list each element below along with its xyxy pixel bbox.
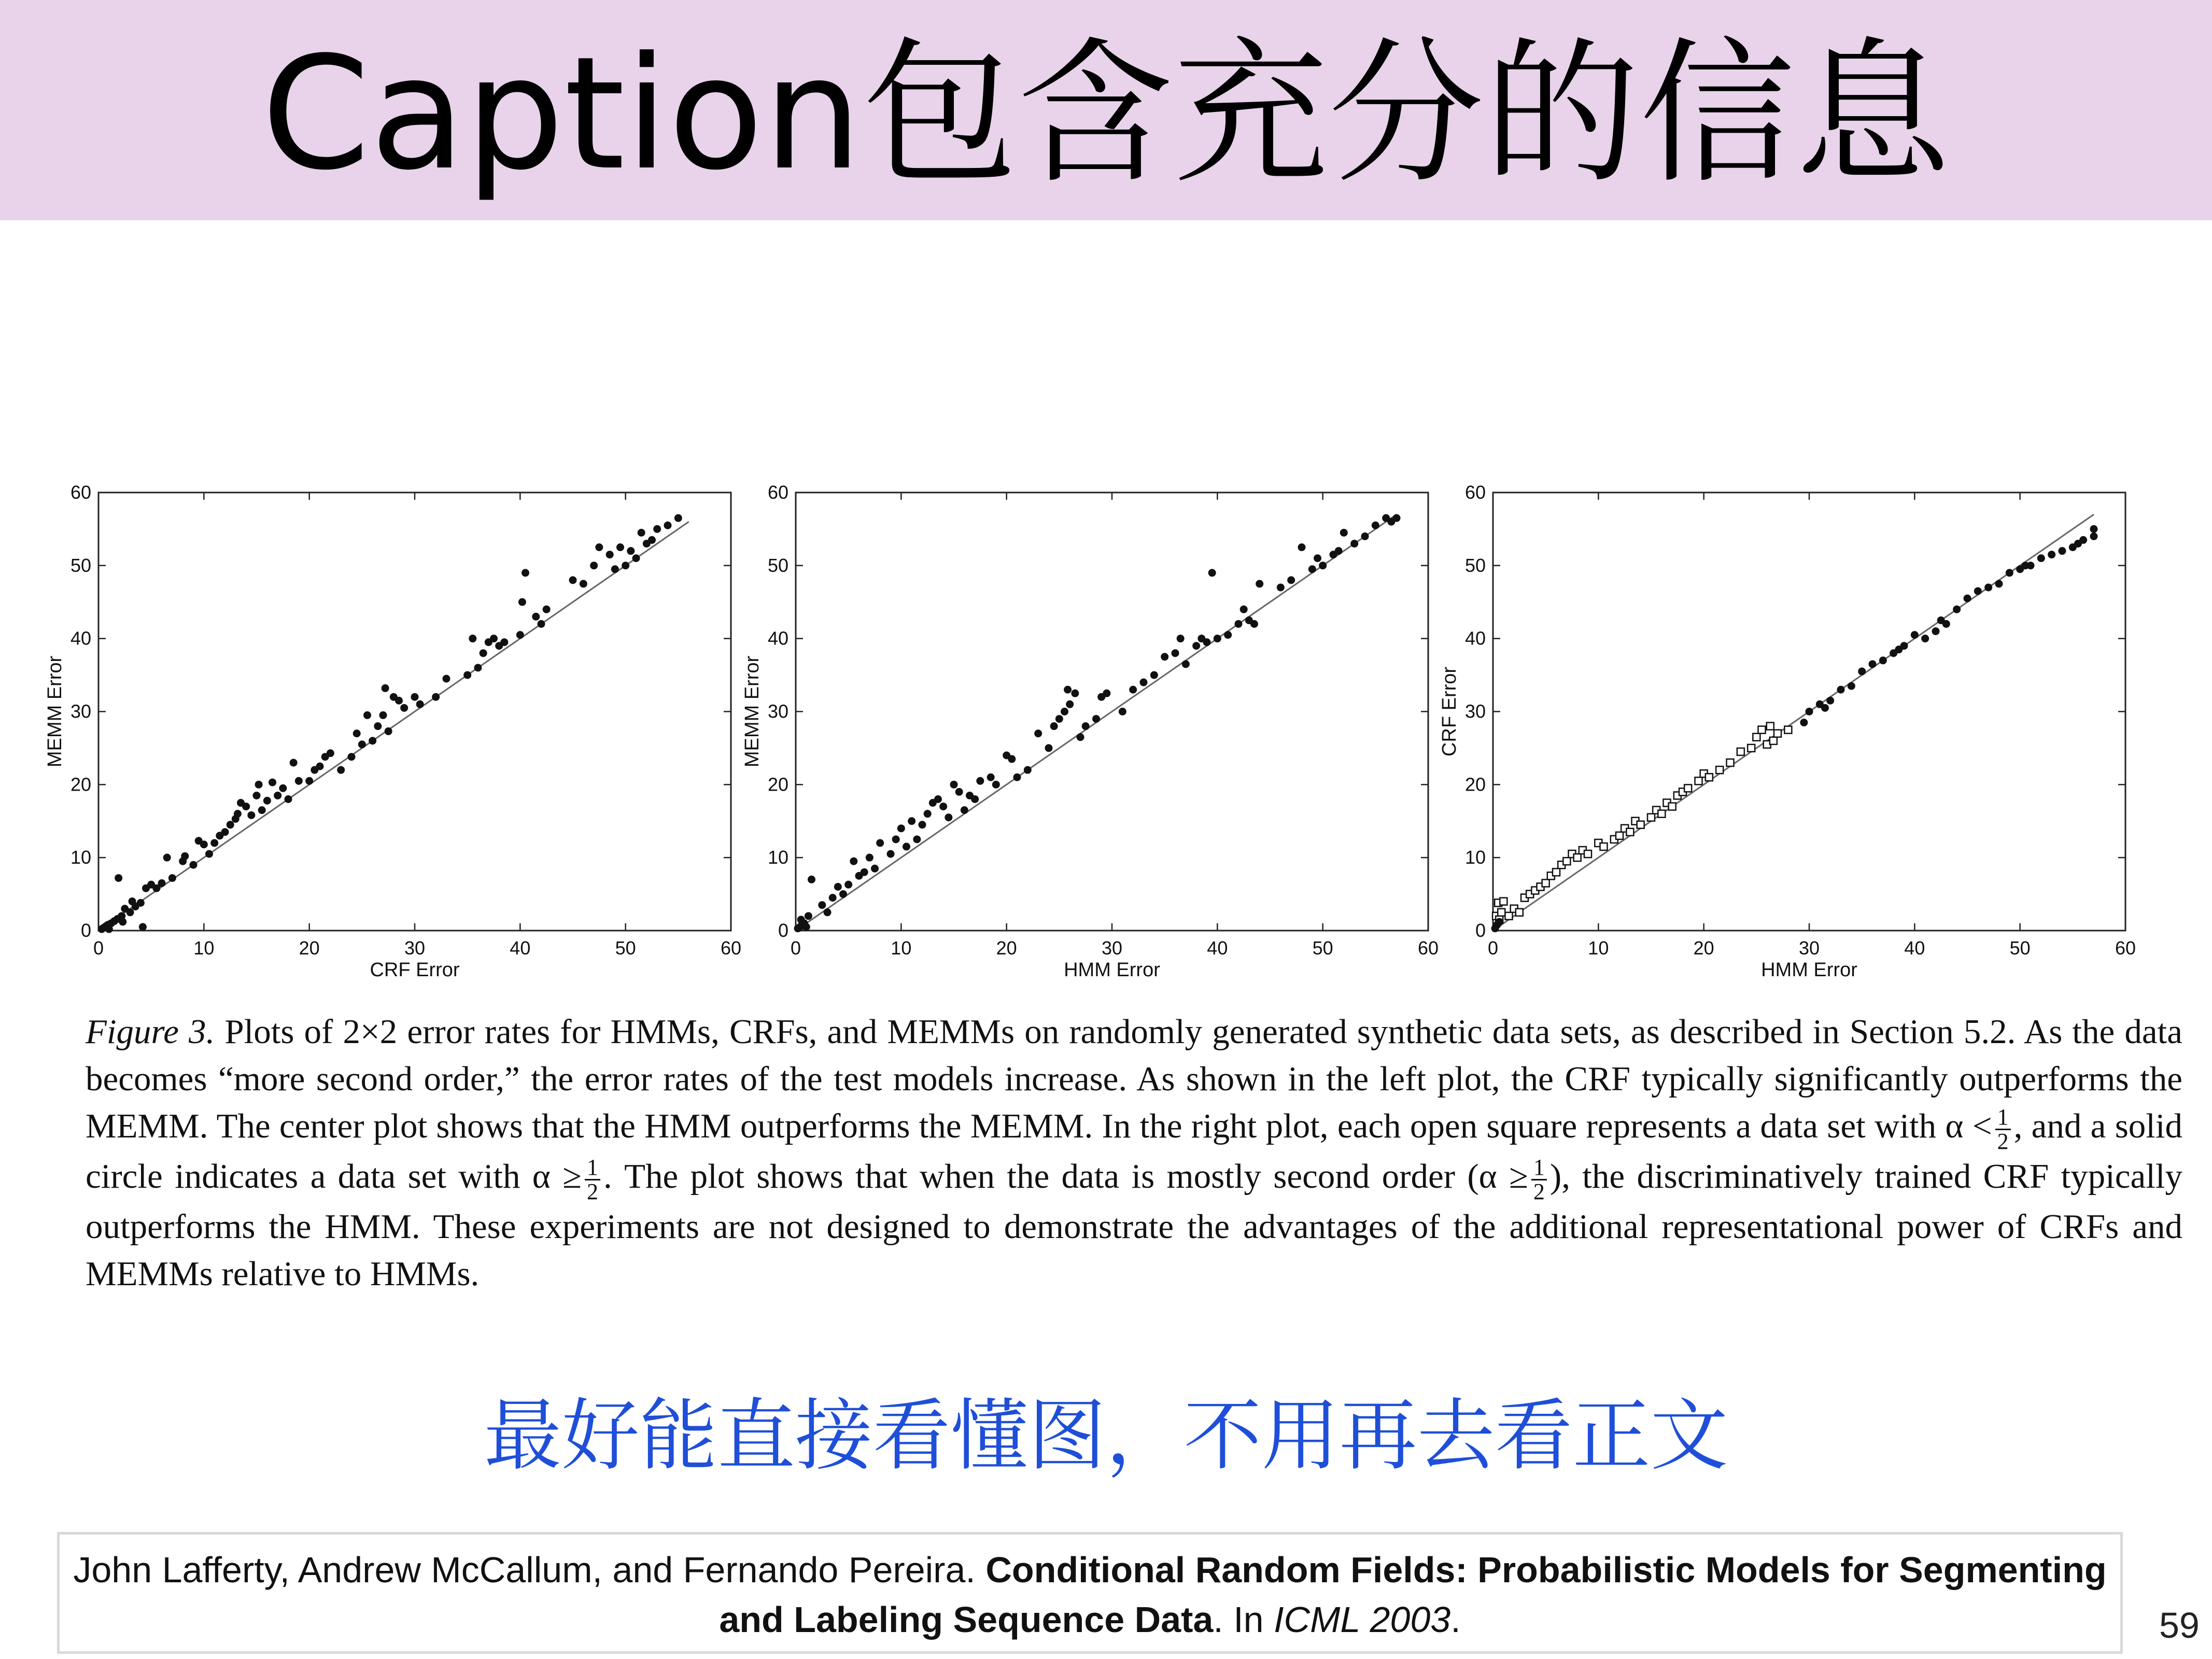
- citation-in: . In: [1213, 1599, 1274, 1640]
- data-point-circle: [538, 620, 545, 628]
- y-tick-label: 0: [80, 920, 91, 941]
- data-point-circle: [327, 749, 334, 757]
- data-point-circle: [137, 899, 145, 907]
- y-tick-label: 0: [1475, 920, 1486, 941]
- data-point-circle: [1298, 543, 1306, 551]
- data-point-circle: [606, 551, 614, 558]
- data-point-circle: [829, 894, 837, 902]
- data-point-circle: [1848, 682, 1855, 690]
- y-tick-label: 20: [70, 774, 91, 795]
- data-point-circle: [1129, 686, 1137, 694]
- y-tick-label: 50: [70, 554, 91, 576]
- y-tick-label: 0: [778, 920, 788, 941]
- data-point-circle: [1340, 529, 1348, 537]
- y-tick-label: 50: [1464, 554, 1486, 576]
- caption-fraction-2: [585, 1156, 600, 1203]
- data-point-circle: [305, 777, 313, 785]
- data-point-circle: [469, 635, 476, 642]
- data-point-circle: [382, 684, 389, 692]
- data-point-circle: [253, 792, 261, 799]
- data-point-circle: [1932, 627, 1940, 635]
- data-point-circle: [1995, 580, 2003, 588]
- data-point-circle: [316, 763, 324, 770]
- data-point-square: [1505, 912, 1513, 920]
- fraction-denominator: 2: [1997, 1129, 2009, 1155]
- y-axis-label: MEMM Error: [44, 655, 66, 768]
- x-axis-label: CRF Error: [370, 959, 460, 981]
- data-point-circle: [1250, 620, 1258, 628]
- data-point-circle: [210, 839, 218, 847]
- data-point-circle: [569, 577, 577, 584]
- data-point-circle: [1984, 584, 1992, 592]
- data-point-square: [1684, 784, 1692, 792]
- data-point-square: [1767, 723, 1774, 730]
- data-point-circle: [200, 840, 208, 848]
- data-point-circle: [924, 810, 932, 818]
- data-point-circle: [866, 854, 873, 862]
- y-tick-label: 60: [1464, 482, 1486, 503]
- data-point-circle: [1314, 554, 1321, 562]
- data-point-circle: [1182, 660, 1190, 668]
- data-point-circle: [295, 777, 303, 785]
- data-point-square: [1637, 821, 1644, 828]
- data-point-circle: [1161, 653, 1168, 660]
- data-point-circle: [1013, 774, 1021, 781]
- x-tick-label: 30: [404, 937, 426, 959]
- data-point-circle: [285, 795, 292, 803]
- data-point-circle: [653, 525, 661, 533]
- data-point-circle: [1911, 631, 1919, 639]
- caption-text-part2: , and a solid circle indicates a data set with α ≥: [86, 1107, 2183, 1196]
- data-point-circle: [2006, 569, 2013, 577]
- data-point-circle: [1192, 642, 1200, 650]
- data-point-circle: [516, 631, 524, 639]
- citation-venue: ICML 2003: [1274, 1599, 1451, 1640]
- data-point-square: [1695, 777, 1702, 784]
- data-point-circle: [1050, 722, 1058, 730]
- data-point-square: [1753, 734, 1760, 741]
- x-tick-label: 50: [615, 937, 636, 959]
- x-tick-label: 0: [93, 937, 104, 959]
- data-point-circle: [632, 554, 640, 562]
- figure-caption: [86, 1008, 2182, 1298]
- data-point-circle: [221, 828, 229, 836]
- data-point-circle: [627, 547, 635, 555]
- data-point-circle: [2079, 536, 2087, 544]
- y-tick-label: 30: [767, 700, 788, 722]
- data-point-circle: [400, 704, 408, 712]
- data-point-circle: [385, 727, 392, 735]
- data-point-circle: [1256, 580, 1263, 588]
- page-number: 59: [2159, 1605, 2200, 1646]
- x-tick-label: 60: [2115, 937, 2136, 959]
- data-point-circle: [1869, 660, 1877, 668]
- citation-title: Conditional Random Fields: Probabilistic Models for Segmenting and Labeling Sequence Data: [719, 1550, 2107, 1640]
- data-point-circle: [416, 700, 424, 708]
- data-point-circle: [1308, 565, 1316, 573]
- y-tick-label: 10: [70, 847, 91, 868]
- data-point-circle: [500, 638, 508, 646]
- data-point-circle: [1177, 635, 1185, 642]
- data-point-circle: [805, 912, 812, 920]
- data-point-circle: [987, 774, 995, 781]
- data-point-square: [1669, 803, 1676, 810]
- data-point-circle: [971, 795, 979, 803]
- data-point-circle: [379, 711, 387, 719]
- y-axis-label: MEMM Error: [741, 655, 763, 768]
- data-point-circle: [1077, 733, 1084, 741]
- x-axis-label: HMM Error: [1761, 959, 1857, 981]
- data-point-circle: [590, 561, 598, 569]
- title-band: [0, 0, 2212, 220]
- data-point-circle: [802, 923, 810, 931]
- data-point-circle: [808, 876, 815, 883]
- data-point-square: [1500, 898, 1507, 905]
- data-point-circle: [1496, 918, 1503, 926]
- data-point-square: [1727, 759, 1734, 766]
- data-point-circle: [1008, 755, 1016, 763]
- x-tick-label: 20: [996, 937, 1017, 959]
- scatter-plot-1: [44, 482, 741, 981]
- x-tick-label: 50: [1312, 937, 1333, 959]
- x-tick-label: 60: [1417, 937, 1439, 959]
- data-point-circle: [337, 766, 345, 774]
- data-point-circle: [1045, 744, 1053, 752]
- data-point-square: [1758, 726, 1766, 734]
- data-point-circle: [1082, 722, 1090, 730]
- y-tick-label: 20: [1464, 774, 1486, 795]
- data-point-square: [1542, 879, 1549, 887]
- x-tick-label: 30: [1101, 937, 1123, 959]
- data-point-circle: [105, 925, 113, 933]
- data-point-square: [1574, 854, 1581, 861]
- data-point-circle: [1964, 595, 1971, 602]
- data-point-circle: [903, 843, 910, 851]
- data-point-circle: [892, 835, 900, 843]
- caption-figure-label: Figure 3.: [86, 1013, 215, 1051]
- data-point-circle: [411, 693, 419, 701]
- data-point-square: [1784, 726, 1792, 734]
- caption-fraction-3: [1531, 1156, 1547, 1203]
- data-point-circle: [463, 671, 471, 679]
- data-point-circle: [961, 806, 968, 814]
- data-point-circle: [395, 697, 403, 705]
- data-point-circle: [1900, 642, 1908, 650]
- citation-authors: John Lafferty, Andrew McCallum, and Fernando Pereira.: [73, 1550, 986, 1590]
- data-point-circle: [1140, 679, 1148, 686]
- data-point-circle: [1240, 606, 1248, 613]
- data-point-circle: [674, 514, 682, 522]
- data-point-square: [1770, 737, 1777, 744]
- data-point-circle: [1277, 584, 1285, 592]
- x-tick-label: 20: [1693, 937, 1714, 959]
- data-point-circle: [1235, 620, 1243, 628]
- data-point-circle: [168, 874, 176, 882]
- data-point-circle: [1119, 708, 1126, 715]
- data-point-circle: [913, 835, 921, 843]
- data-point-circle: [797, 916, 805, 923]
- x-tick-label: 0: [1487, 937, 1499, 959]
- data-point-circle: [1393, 514, 1401, 522]
- data-point-square: [1626, 828, 1633, 836]
- data-point-circle: [1150, 671, 1158, 679]
- slide-subtitle: 最好能直接看懂图，不用再去看正文: [484, 1391, 1728, 1481]
- data-point-circle: [1034, 729, 1042, 737]
- data-point-circle: [269, 779, 276, 786]
- data-point-circle: [2027, 561, 2035, 569]
- data-point-circle: [443, 675, 450, 683]
- x-tick-label: 10: [891, 937, 912, 959]
- data-point-circle: [119, 918, 126, 926]
- data-point-circle: [1066, 700, 1074, 708]
- caption-text-part1: Plots of 2×2 error rates for HMMs, CRFs, and MEMMs on randomly generated synthetic data sets, as described in Section 5.2. As the data becomes “more second order,” the error rates of the test models increase. As shown in the left plot, the CRF typically significantly outperforms the MEMM. The center plot shows that the HMM outperforms the MEMM. In the right plot, each open square represents a data set with α <: [86, 1013, 2182, 1145]
- data-point-circle: [1350, 540, 1358, 547]
- x-tick-label: 50: [2009, 937, 2031, 959]
- data-point-circle: [1800, 719, 1808, 726]
- y-tick-label: 50: [767, 554, 788, 576]
- y-tick-label: 60: [767, 482, 788, 503]
- x-tick-label: 40: [1904, 937, 1925, 959]
- data-point-circle: [2090, 532, 2098, 540]
- data-point-circle: [638, 529, 645, 537]
- citation-end: .: [1450, 1599, 1461, 1640]
- data-point-circle: [115, 874, 122, 882]
- y-tick-label: 10: [767, 847, 788, 868]
- data-point-circle: [522, 569, 529, 577]
- data-point-square: [1616, 832, 1623, 839]
- data-point-circle: [518, 598, 526, 606]
- data-point-circle: [1858, 668, 1866, 676]
- data-point-circle: [1837, 686, 1845, 694]
- data-point-circle: [664, 522, 672, 529]
- data-point-circle: [955, 788, 963, 796]
- data-point-circle: [844, 881, 852, 889]
- x-tick-label: 10: [193, 937, 215, 959]
- data-point-circle: [897, 824, 905, 832]
- data-point-square: [1584, 850, 1591, 857]
- data-point-circle: [622, 561, 629, 569]
- data-point-circle: [358, 740, 366, 748]
- data-point-circle: [616, 543, 624, 551]
- data-point-circle: [205, 850, 213, 858]
- data-point-circle: [934, 795, 942, 803]
- y-axis-label: CRF Error: [1439, 666, 1460, 757]
- data-point-circle: [1942, 620, 1950, 628]
- fraction-numerator: 1: [1995, 1106, 2011, 1130]
- data-point-circle: [1203, 638, 1211, 646]
- data-point-circle: [532, 613, 540, 621]
- data-point-circle: [950, 781, 958, 789]
- caption-text-part3: . The plot shows that when the data is mostly second order (α ≥: [603, 1157, 1528, 1196]
- data-point-circle: [234, 810, 242, 818]
- data-point-circle: [1071, 690, 1079, 697]
- data-point-circle: [263, 797, 271, 805]
- data-point-circle: [2048, 551, 2055, 558]
- fraction-numerator: 1: [1531, 1156, 1547, 1180]
- x-tick-label: 0: [790, 937, 801, 959]
- data-point-circle: [976, 777, 984, 785]
- data-point-circle: [247, 811, 255, 819]
- y-tick-label: 40: [767, 627, 788, 649]
- data-point-circle: [580, 580, 587, 588]
- y-tick-label: 20: [767, 774, 788, 795]
- fraction-denominator: 2: [587, 1179, 599, 1205]
- data-point-circle: [1826, 697, 1834, 705]
- data-point-circle: [1103, 690, 1110, 697]
- data-point-square: [1563, 857, 1570, 865]
- data-point-circle: [543, 606, 551, 613]
- data-point-square: [1600, 843, 1608, 850]
- data-point-circle: [834, 883, 842, 891]
- caption-fraction-1: [1995, 1106, 2011, 1153]
- y-tick-label: 40: [1464, 627, 1486, 649]
- data-point-circle: [348, 753, 356, 761]
- data-point-circle: [274, 792, 281, 799]
- data-point-circle: [126, 908, 134, 916]
- data-point-circle: [363, 711, 371, 719]
- x-tick-label: 40: [510, 937, 531, 959]
- data-point-circle: [1921, 635, 1929, 642]
- x-tick-label: 60: [720, 937, 742, 959]
- data-point-circle: [258, 806, 266, 814]
- data-point-square: [1516, 909, 1523, 916]
- x-axis-label: HMM Error: [1064, 959, 1160, 981]
- data-point-circle: [1821, 704, 1829, 712]
- data-point-square: [1498, 909, 1505, 916]
- data-point-circle: [861, 868, 868, 876]
- data-point-circle: [1287, 577, 1295, 584]
- y-tick-label: 30: [1464, 700, 1486, 722]
- data-point-square: [1737, 748, 1744, 755]
- data-point-square: [1774, 730, 1781, 737]
- data-point-circle: [939, 803, 947, 810]
- data-point-circle: [945, 813, 952, 821]
- y-tick-label: 10: [1464, 847, 1486, 868]
- data-point-circle: [1172, 649, 1179, 657]
- data-point-circle: [158, 879, 166, 887]
- data-point-circle: [1092, 715, 1100, 723]
- data-point-circle: [432, 693, 440, 701]
- data-point-circle: [480, 649, 487, 657]
- data-point-square: [1748, 744, 1755, 752]
- data-point-square: [1706, 774, 1713, 781]
- x-tick-label: 10: [1588, 937, 1609, 959]
- data-point-circle: [818, 901, 826, 909]
- scatter-plot-3: [1439, 482, 2136, 981]
- data-point-circle: [255, 781, 263, 789]
- data-point-circle: [353, 729, 361, 737]
- data-point-circle: [227, 821, 234, 828]
- scatter-plots-figure: [0, 467, 2212, 985]
- data-point-circle: [242, 803, 250, 810]
- data-point-circle: [871, 865, 879, 873]
- data-point-circle: [887, 850, 895, 858]
- y-tick-label: 60: [70, 482, 91, 503]
- data-point-circle: [908, 817, 915, 825]
- fraction-denominator: 2: [1533, 1179, 1545, 1205]
- data-point-circle: [1208, 569, 1216, 577]
- data-point-circle: [279, 784, 287, 792]
- slide-title: Caption包含充分的信息: [261, 23, 1951, 204]
- data-point-circle: [1224, 631, 1232, 639]
- data-point-circle: [611, 565, 619, 573]
- data-point-circle: [374, 722, 382, 730]
- citation-box: [57, 1532, 2123, 1654]
- data-point-circle: [1055, 715, 1063, 723]
- caption-text-part4: ), the discriminatively trained CRF typically outperforms the HMM. These experiments are not designed to demonstrate the advantages of the additional representational power of CRFs and MEMMs relative to HMMs.: [86, 1157, 2183, 1294]
- data-point-circle: [369, 737, 376, 744]
- data-point-circle: [290, 759, 298, 767]
- data-point-circle: [1024, 766, 1032, 774]
- data-point-circle: [1974, 587, 1982, 595]
- x-tick-label: 20: [299, 937, 320, 959]
- data-point-circle: [850, 857, 857, 865]
- data-point-circle: [1214, 635, 1221, 642]
- data-point-circle: [595, 543, 603, 551]
- data-point-square: [1553, 868, 1560, 876]
- data-point-circle: [190, 861, 198, 869]
- data-point-circle: [163, 854, 171, 862]
- data-point-circle: [1361, 532, 1369, 540]
- data-point-square: [1658, 810, 1665, 818]
- data-point-circle: [2090, 525, 2098, 533]
- data-point-circle: [876, 839, 884, 847]
- data-point-circle: [839, 890, 847, 898]
- data-point-circle: [1335, 547, 1343, 555]
- x-tick-label: 30: [1798, 937, 1820, 959]
- data-point-circle: [648, 536, 656, 544]
- data-point-circle: [181, 852, 189, 860]
- y-tick-label: 30: [70, 700, 91, 722]
- data-point-circle: [1064, 686, 1072, 694]
- data-point-circle: [1319, 561, 1327, 569]
- data-point-circle: [1879, 656, 1887, 664]
- y-tick-label: 40: [70, 627, 91, 649]
- data-point-circle: [2037, 554, 2045, 562]
- data-point-circle: [1953, 606, 1961, 613]
- x-tick-label: 40: [1207, 937, 1228, 959]
- data-point-square: [1716, 766, 1723, 774]
- data-point-circle: [824, 908, 832, 916]
- data-point-square: [1647, 814, 1655, 821]
- data-point-circle: [474, 664, 482, 672]
- data-point-circle: [1372, 522, 1379, 529]
- scatter-plot-2: [741, 482, 1439, 981]
- data-point-circle: [992, 781, 1000, 789]
- data-point-circle: [1061, 708, 1068, 715]
- data-point-circle: [2059, 547, 2066, 555]
- data-point-circle: [490, 635, 498, 642]
- fraction-numerator: 1: [585, 1156, 600, 1180]
- data-point-circle: [1806, 708, 1813, 715]
- data-point-circle: [919, 821, 926, 828]
- data-point-circle: [139, 923, 147, 931]
